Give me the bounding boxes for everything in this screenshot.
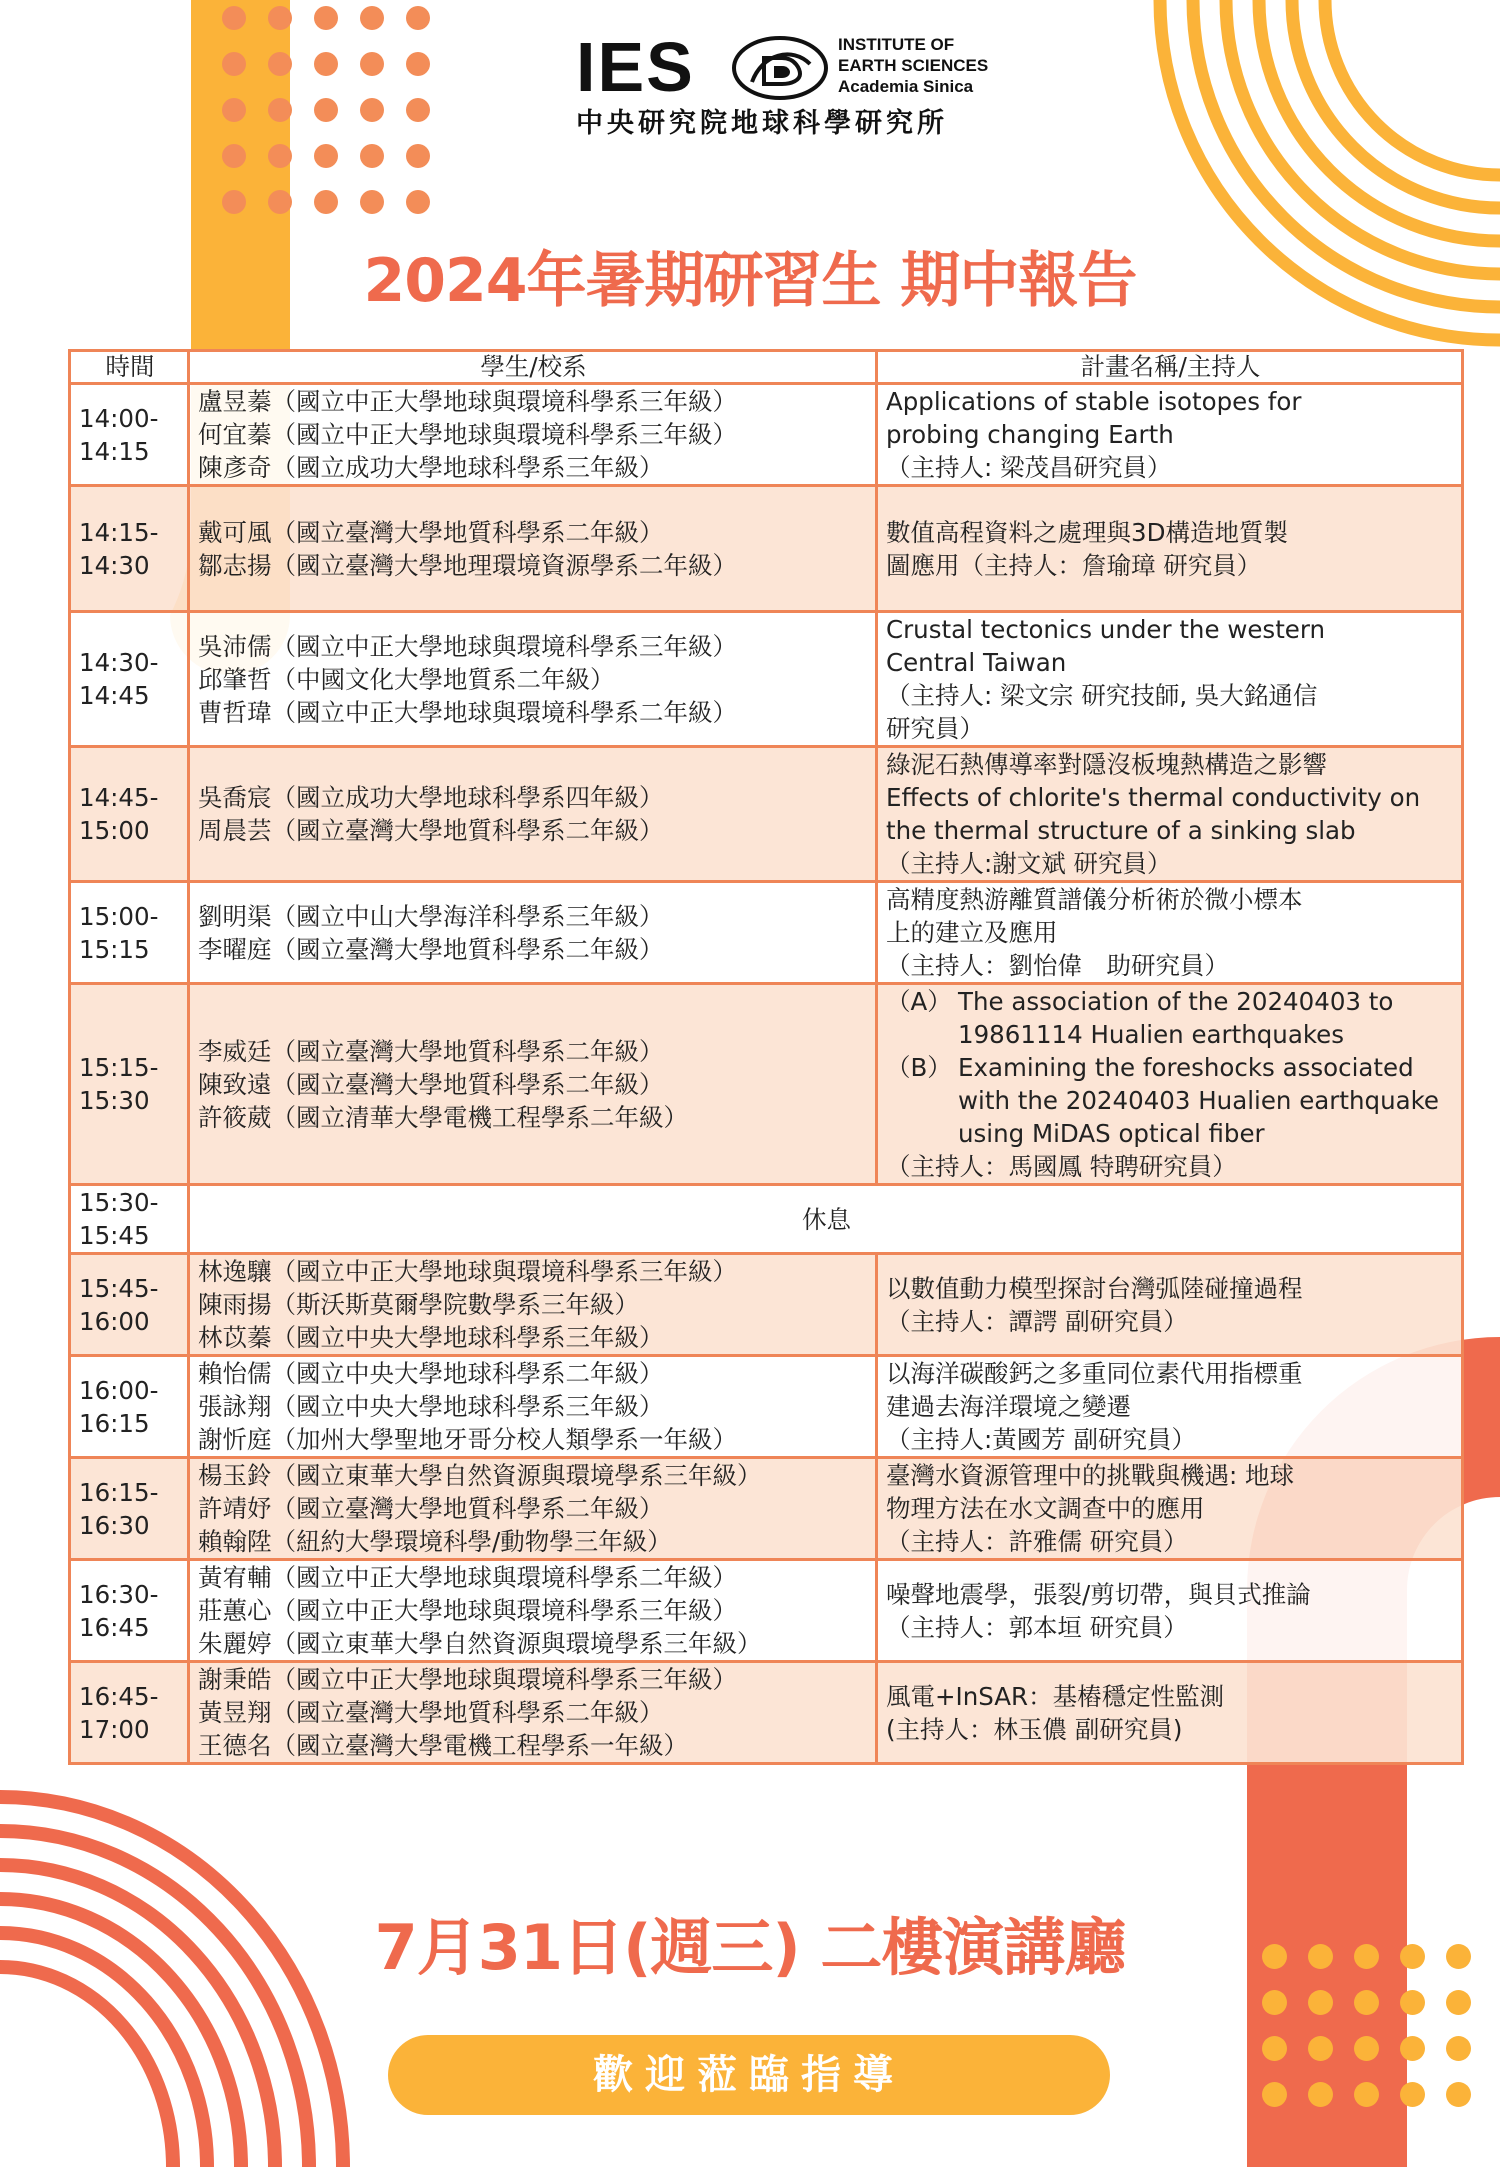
time-cell: 15:30- 15:45 [70, 1185, 189, 1254]
student-entry: 許靖妤（國立臺灣大學地質科學系二年級） [198, 1494, 664, 1523]
student-entry: 朱麗婷（國立東華大學自然資源與環境學系三年級） [198, 1629, 762, 1658]
project-host: （主持人：譚諤 副研究員） [886, 1306, 1188, 1336]
student-entry: 鄒志揚（國立臺灣大學地理環境資源學系二年級） [198, 550, 737, 580]
project-cell [877, 384, 1463, 486]
project-item-b [886, 1051, 1455, 1150]
time-cell: 16:45- 17:00 [70, 1662, 189, 1764]
student-entry: 謝秉皓（國立中正大學地球與環境科學系三年級） [198, 1665, 737, 1694]
logo-abbreviation: IES [576, 28, 695, 106]
project-host: （主持人：郭本垣 研究員） [886, 1612, 1188, 1642]
project-cell [877, 1356, 1463, 1458]
project-line: 建過去海洋環境之變遷 [886, 1392, 1131, 1421]
page-title: 2024年暑期研習生 期中報告 [363, 246, 1137, 316]
student-entry: 吳沛儒（國立中正大學地球與環境科學系三年級） [198, 631, 737, 661]
project-cell [877, 882, 1463, 984]
project-line: 高精度熱游離質譜儀分析術於微小標本 [886, 885, 1303, 914]
table-row [70, 1458, 1463, 1560]
project-cell [877, 1662, 1463, 1764]
project-item-tag: （B） [886, 1053, 952, 1082]
project-host: （主持人:謝文斌 研究員） [886, 849, 1172, 878]
student-entry: 陳致遠（國立臺灣大學地質科學系二年級） [198, 1069, 664, 1099]
project-line: the thermal structure of a sinking slab [886, 816, 1356, 845]
student-entry: 李曜庭（國立臺灣大學地質科學系二年級） [198, 934, 664, 964]
student-entry: 莊蕙心（國立中正大學地球與環境科學系三年級） [198, 1596, 737, 1625]
table-row [70, 984, 1463, 1185]
project-cell [877, 1560, 1463, 1662]
table-row [70, 612, 1463, 747]
project-cell [877, 1254, 1463, 1356]
time-cell: 16:00- 16:15 [70, 1356, 189, 1458]
break-cell: 休息 [189, 1185, 1463, 1254]
student-entry: 戴可風（國立臺灣大學地質科學系二年級） [198, 517, 664, 547]
logo-chinese-name: 中央研究院地球科學研究所 [576, 108, 948, 139]
time-cell: 14:15- 14:30 [70, 486, 189, 612]
project-host: （主持人：劉怡偉 助研究員） [886, 951, 1229, 980]
student-entry: 李威廷（國立臺灣大學地質科學系二年級） [198, 1036, 664, 1066]
project-host: （主持人: 梁茂昌研究員） [886, 453, 1172, 482]
student-entry: 賴翰陞（紐約大學環境科學/動物學三年級） [198, 1527, 672, 1556]
time-cell: 15:00- 15:15 [70, 882, 189, 984]
student-entry: 許筱葳（國立清華大學電機工程學系二年級） [198, 1102, 688, 1132]
project-host: (主持人：林玉儂 副研究員) [886, 1714, 1183, 1744]
project-line: probing changing Earth [886, 420, 1174, 449]
student-entry: 黃昱翔（國立臺灣大學地質科學系二年級） [198, 1698, 664, 1727]
students-cell [189, 384, 877, 486]
time-cell: 16:15- 16:30 [70, 1458, 189, 1560]
student-entry: 謝忻庭（加州大學聖地牙哥分校人類學系一年級） [198, 1425, 737, 1454]
project-line: 以數值動力模型探討台灣弧陸碰撞過程 [886, 1273, 1303, 1303]
project-host: 研究員） [886, 714, 984, 743]
student-entry: 邱肇哲（中國文化大學地質系二年級） [198, 664, 615, 694]
student-entry: 林苡蓁（國立中央大學地球科學系三年級） [198, 1323, 664, 1352]
student-entry: 周晨芸（國立臺灣大學地質科學系二年級） [198, 816, 664, 845]
table-row [70, 1356, 1463, 1458]
table-row [70, 747, 1463, 882]
project-line: Effects of chlorite's thermal conductivity on [886, 783, 1421, 812]
top-left-dot-grid [222, 6, 430, 214]
logo-english-name: INSTITUTE OF EARTH SCIENCES Academia Sinica [838, 35, 989, 96]
project-item-text: Examining the foreshocks associated with the 20240403 Hualien earthquake using MiDAS optical fiber [958, 1053, 1439, 1148]
header-time: 時間 [70, 351, 189, 384]
students-cell [189, 747, 877, 882]
table-header-row [70, 351, 1463, 384]
project-line: Applications of stable isotopes for [886, 387, 1302, 416]
project-line: 數值高程資料之處理與3D構造地質製 [886, 517, 1288, 547]
students-cell [189, 882, 877, 984]
project-line: 臺灣水資源管理中的挑戰與機遇: 地球 [886, 1461, 1295, 1490]
project-cell [877, 486, 1463, 612]
project-cell [877, 984, 1463, 1185]
student-entry: 曹哲瑋（國立中正大學地球與環境科學系二年級） [198, 697, 737, 727]
time-cell: 15:45- 16:00 [70, 1254, 189, 1356]
project-line: 以海洋碳酸鈣之多重同位素代用指標重 [886, 1359, 1303, 1388]
student-entry: 林逸驤（國立中正大學地球與環境科學系三年級） [198, 1257, 737, 1286]
header-students: 學生/校系 [189, 351, 877, 384]
students-cell [189, 1356, 877, 1458]
project-item-a [886, 985, 1455, 1051]
table-row [70, 384, 1463, 486]
project-line: Central Taiwan [886, 648, 1067, 677]
project-line: 風電+InSAR：基樁穩定性監測 [886, 1681, 1225, 1711]
project-host: （主持人: 梁文宗 研究技師, 吳大銘通信 [886, 681, 1318, 710]
student-entry: 吳喬宸（國立成功大學地球科學系四年級） [198, 783, 664, 812]
project-cell [877, 612, 1463, 747]
student-entry: 劉明渠（國立中山大學海洋科學系三年級） [198, 901, 664, 931]
project-line: 噪聲地震學，張裂/剪切帶，與貝式推論 [886, 1579, 1311, 1609]
students-cell [189, 1254, 877, 1356]
project-host: （主持人：許雅儒 研究員） [886, 1527, 1188, 1556]
student-entry: 黃宥輔（國立中正大學地球與環境科學系二年級） [198, 1563, 737, 1592]
time-cell: 15:15- 15:30 [70, 984, 189, 1185]
institute-logo [576, 28, 1006, 138]
time-cell: 14:45- 15:00 [70, 747, 189, 882]
project-line: Crustal tectonics under the western [886, 615, 1326, 644]
project-cell [877, 1458, 1463, 1560]
project-line: 物理方法在水文調查中的應用 [886, 1494, 1205, 1523]
time-cell: 16:30- 16:45 [70, 1560, 189, 1662]
student-entry: 何宜蓁（國立中正大學地球與環境科學系三年級） [198, 420, 737, 449]
project-item-tag: （A） [886, 987, 952, 1016]
project-line: 圖應用（主持人：詹瑜璋 研究員） [886, 550, 1262, 580]
header-project: 計畫名稱/主持人 [877, 351, 1463, 384]
table-row [70, 1254, 1463, 1356]
table-row-break [70, 1185, 1463, 1254]
students-cell [189, 1662, 877, 1764]
time-cell: 14:30- 14:45 [70, 612, 189, 747]
project-line: 上的建立及應用 [886, 918, 1058, 947]
welcome-banner [388, 2035, 1110, 2115]
student-entry: 盧昱蓁（國立中正大學地球與環境科學系三年級） [198, 387, 737, 416]
student-entry: 陳雨揚（斯沃斯莫爾學院數學系三年級） [198, 1290, 639, 1319]
project-host: （主持人:黃國芳 副研究員） [886, 1425, 1197, 1454]
table-row [70, 1560, 1463, 1662]
project-host: （主持人：馬國鳳 特聘研究員） [886, 1152, 1237, 1181]
student-entry: 張詠翔（國立中央大學地球科學系三年級） [198, 1392, 664, 1421]
table-row [70, 882, 1463, 984]
welcome-text: 歡迎蒞臨指導 [593, 2052, 905, 2098]
schedule-table [68, 349, 1464, 1765]
time-cell: 14:00- 14:15 [70, 384, 189, 486]
students-cell [189, 984, 877, 1185]
student-entry: 楊玉鈴（國立東華大學自然資源與環境學系三年級） [198, 1461, 762, 1490]
table-row [70, 1662, 1463, 1764]
students-cell [189, 486, 877, 612]
student-entry: 賴怡儒（國立中央大學地球科學系二年級） [198, 1359, 664, 1388]
project-line: 綠泥石熱傳導率對隱沒板塊熱構造之影響 [886, 750, 1327, 779]
table-row [70, 486, 1463, 612]
ies-emblem-icon [730, 34, 830, 102]
student-entry: 王德名（國立臺灣大學電機工程學系一年級） [198, 1731, 688, 1760]
students-cell [189, 612, 877, 747]
student-entry: 陳彥奇（國立成功大學地球科學系三年級） [198, 453, 664, 482]
students-cell [189, 1560, 877, 1662]
event-date-venue: 7月31日(週三) 二樓演講廳 [374, 1911, 1126, 1984]
project-item-text: The association of the 20240403 to 19861114 Hualien earthquakes [958, 987, 1394, 1049]
project-cell [877, 747, 1463, 882]
students-cell [189, 1458, 877, 1560]
